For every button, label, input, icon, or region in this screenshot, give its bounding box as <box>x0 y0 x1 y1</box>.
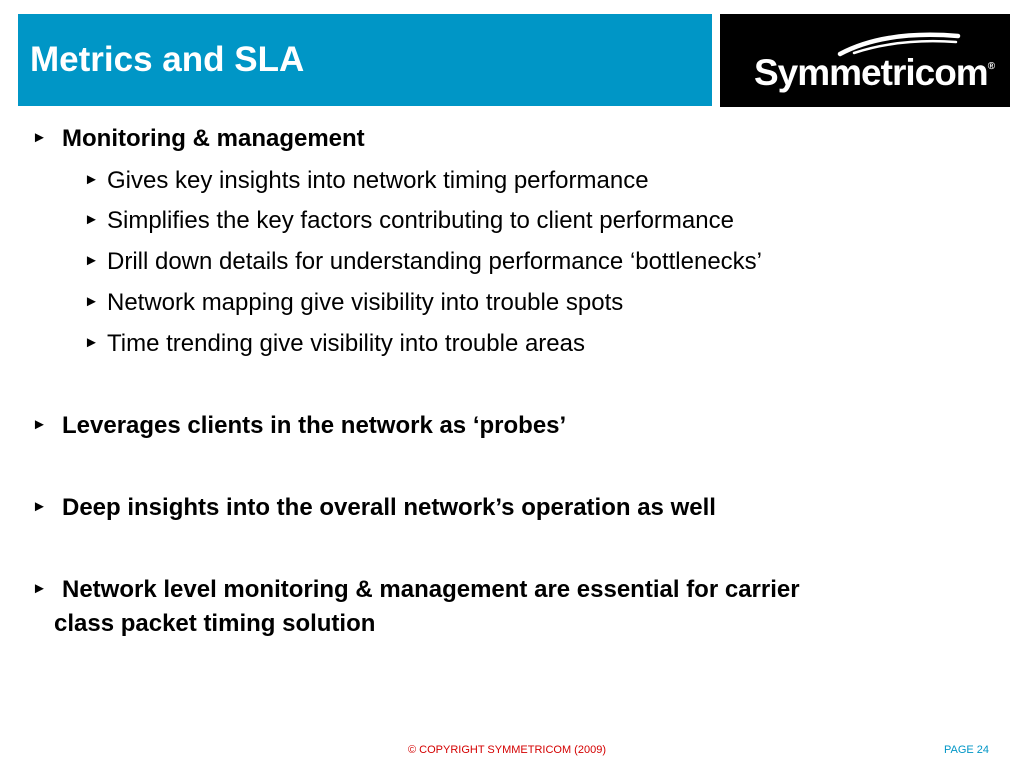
sub-bullet-time-trending <box>84 327 585 361</box>
footer-copyright: © COPYRIGHT SYMMETRICOM (2009) <box>408 744 606 756</box>
right-pointer-icon: ► <box>84 252 99 270</box>
sub-bullet-simplifies <box>84 204 734 238</box>
bullet-monitoring-management <box>32 122 365 156</box>
right-pointer-icon: ► <box>32 129 47 147</box>
bullet-deep-insights <box>32 491 716 525</box>
right-pointer-icon: ► <box>32 580 47 598</box>
bullet-text: Leverages clients in the network as ‘probes’ <box>62 412 567 439</box>
sub-bullet-network-mapping <box>84 286 623 320</box>
logo-wordmark: Symmetricom® <box>754 52 996 93</box>
right-pointer-icon: ► <box>84 293 99 311</box>
right-pointer-icon: ► <box>84 171 99 189</box>
right-pointer-icon: ► <box>32 416 47 434</box>
right-pointer-icon: ► <box>32 498 47 516</box>
sub-bullet-insights <box>84 164 649 198</box>
sub-bullet-text: Network mapping give visibility into trouble spots <box>107 289 624 316</box>
right-pointer-icon: ► <box>84 334 99 352</box>
sub-bullet-text: Simplifies the key factors contributing to client performance <box>107 207 734 234</box>
sub-bullet-drill-down <box>84 245 762 279</box>
bullet-text: Deep insights into the overall network’s operation as well <box>62 494 716 521</box>
right-pointer-icon: ► <box>84 211 99 229</box>
bullet-text-continuation: class packet timing solution <box>54 610 376 638</box>
slide-title: Metrics and SLA <box>30 40 305 79</box>
sub-bullet-text: Gives key insights into network timing performance <box>107 167 649 194</box>
sub-bullet-text: Time trending give visibility into trouble areas <box>107 330 585 357</box>
sub-bullet-text: Drill down details for understanding performance ‘bottlenecks’ <box>107 248 763 275</box>
footer-page-number: PAGE 24 <box>944 744 990 756</box>
bullet-clients-probes <box>32 409 566 443</box>
bullet-text: Network level monitoring & management are essential for carrier <box>62 576 800 603</box>
bullet-text: Monitoring & management <box>62 125 365 152</box>
bullet-network-level-monitoring <box>32 573 952 640</box>
